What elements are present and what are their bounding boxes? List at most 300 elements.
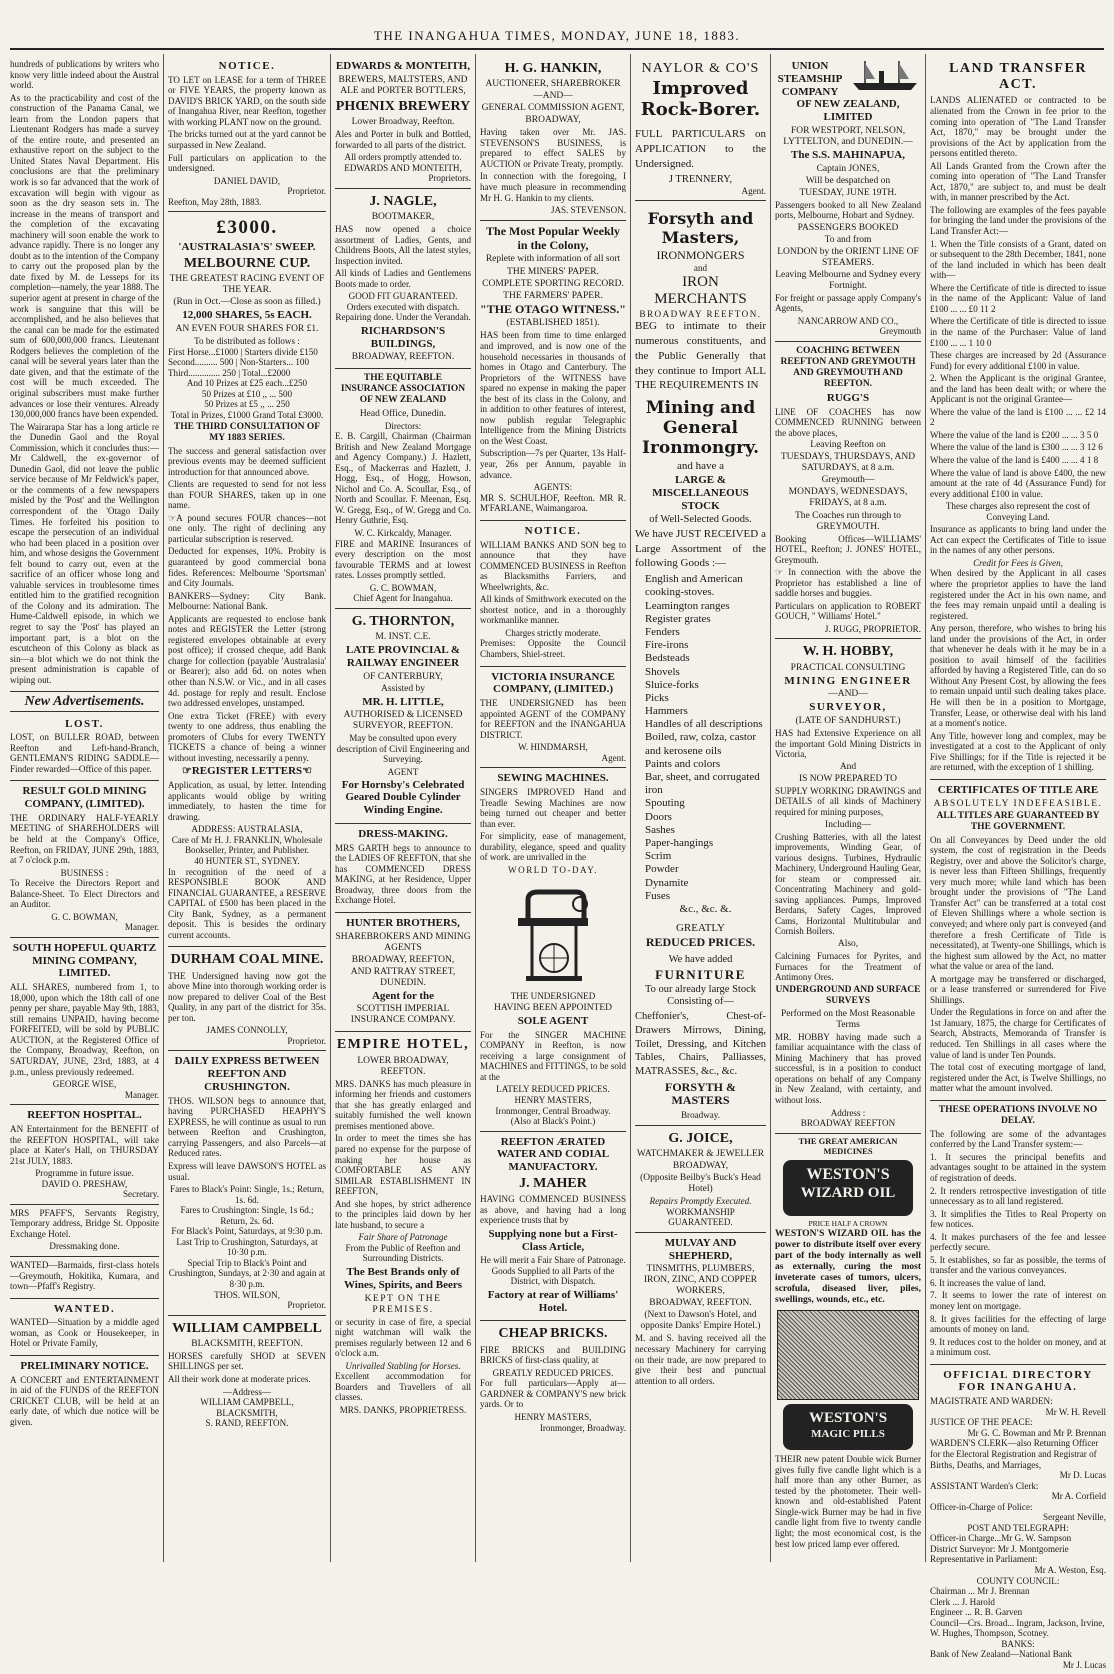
- ad-body: Particulars on application to ROBERT GOUCH, " Williams' Hotel.": [775, 600, 921, 622]
- ad-note: The Coaches run through to GREYMOUTH.: [794, 510, 902, 532]
- ad-signature: W. HINDMARSH,: [518, 742, 588, 753]
- ad-role: Ironmonger, Broadway.: [539, 1422, 626, 1433]
- ad-subtitle: KEPT ON THE PREMISES.: [364, 1293, 442, 1315]
- ad-body: ☞ In connection with the above the Proprietor has established a line of saddle horses and buggies.: [775, 567, 921, 599]
- ad-body: LINE OF COACHES has now COMMENCED RUNNING between the above places,: [775, 406, 921, 438]
- directory-line: Chairman ... Mr J. Brennan: [930, 1586, 1030, 1597]
- ops-line: 6. It increases the value of land.: [930, 1277, 1046, 1288]
- ad-edwards: [335, 56, 471, 189]
- ad-title: CERTIFICATES OF TITLE ARE: [937, 783, 1099, 796]
- ad-body: The success and general satisfaction over previous events may be deemed sufficient introduction for that announced above.: [168, 445, 326, 477]
- ad-signature: NANCARROW AND CO.,: [797, 315, 899, 326]
- ad-land-transfer: [930, 56, 1106, 780]
- ad-role: Agent.: [601, 752, 626, 763]
- directory-line: MAGISTRATE AND WARDEN:: [930, 1396, 1053, 1407]
- steamship-illustration: [849, 59, 921, 93]
- shares-sub: AN EVEN FOUR SHARES FOR £1.: [175, 324, 319, 335]
- ad-cheap-bricks: [480, 1321, 626, 1437]
- goods-item: Spouting: [645, 797, 685, 810]
- shares-title: 12,000 SHARES, 5s EACH.: [182, 309, 312, 322]
- ad-body: MRS. DANKS has much pleasure in informing her friends and customers that she has greatly enlarged and suitably furnished the well known premises mentioned above.: [335, 1078, 471, 1131]
- goods-item: Picks: [645, 691, 669, 704]
- ad-body: The bricks turned out at the yard cannot be surpassed in New Zealand.: [168, 129, 326, 151]
- ad-body: Premises: Opposite the Council Chambers, Shiel-street.: [480, 638, 626, 659]
- ad-title: NOTICE.: [218, 60, 276, 72]
- prize-line: 50 Prizes at £10 ,, ... 500: [201, 388, 293, 399]
- ad-body: All kinds of Ladies and Gentlemens Boots made to order.: [335, 268, 471, 289]
- ad-title: LAND TRANSFER ACT.: [949, 61, 1087, 93]
- ops-line: 3. It simplifies the Titles to Real Property on few notices.: [930, 1208, 1106, 1230]
- ad-subtitle: BLACKSMITH, REEFTON.: [191, 1338, 303, 1349]
- ad-note: Unrivalled Stabling for Horses.: [345, 1360, 461, 1371]
- directory-line: Clerk ... J. Harold: [930, 1596, 995, 1607]
- prize-line: 50 Prizes at £5 ,, ... 250: [204, 399, 290, 410]
- ad-role: Chief Agent for Inangahua.: [353, 593, 453, 604]
- ad-body: FULL PARTICULARS on APPLICATION to the Undersigned.: [635, 127, 766, 170]
- ad-note: (LATE OF SANDHURST.): [795, 716, 901, 727]
- ad-subtitle: For Hornsby's Celebrated Geared Double Cylinder Winding Engine.: [341, 778, 465, 817]
- ad-subtitle: and: [693, 263, 708, 274]
- ad-subtitle: MINING ENGINEER: [784, 674, 912, 687]
- witness-title: "THE OTAGO WITNESS.": [480, 301, 626, 316]
- wizard-illustration: [777, 1310, 919, 1400]
- ad-note: Performed on the Most Reasonable Terms: [780, 1008, 916, 1030]
- ad-body: HAS had Extensive Experience on all the important Gold Mining Districts in Victoria,: [775, 728, 921, 760]
- ad-note: Repairs Promptly Executed.: [649, 1196, 752, 1207]
- ad-result-mining: [10, 781, 159, 938]
- ad-subtitle: Improved Rock-Borer.: [640, 78, 761, 121]
- editorial-paragraph: The Wairarapa Star has a long article re the Dunedin Gaol and the Royal Commission, which it concludes thus:—Mr Caldwell, the ex-governor of Dunedin Gaol, did not leave the public service because of Mr Feldwick's paper, or the comments of a few newspapers misled by the 'Post' and the Wellington correspondent of the 'Otago Daily Times. He forfeited his position to escape the persecution of an individual who had been placed in a position over him, and whose designs the Government felt bound to carry out, even at the sacrifice of an officer whose long and valuable services in troublesome times entitled him to the gratified recognition of the Colony and its admiration. The Hume-Caldwell episode, in which we regret to say the 'Post' has played an important part, is a blot on the escutcheon of this Colony as black as sin—a blot which we do not think the present administration is capable of wiping out.: [10, 421, 159, 685]
- ad-hobby: [775, 639, 921, 1133]
- ad-signature: WILLIAM CAMPBELL,: [200, 1397, 294, 1408]
- ad-victoria: [480, 667, 626, 769]
- ad-note: Dressmaking done.: [49, 1241, 120, 1252]
- sewing-machine-illustration: [498, 878, 608, 988]
- ad-body: Having taken over Mr. JAS. STEVENSON'S BUSINESS, is prepared to effect SALES by AUCTION or Private Treaty, promptly.: [480, 127, 626, 169]
- ad-body: LOST, on BULLER ROAD, between Reefton and Left-hand-Branch, GENTLEMAN'S RIDING SADDLE—Finder rewarded—Office of this paper.: [10, 732, 159, 774]
- ad-note: All orders promptly attended to.: [344, 152, 462, 163]
- ad-joice: [635, 1126, 766, 1233]
- goods-item: Sluice-forks: [645, 678, 699, 691]
- directory-line: ASSISTANT Warden's Clerk:: [930, 1480, 1039, 1491]
- ad-subtitle: RUGG'S: [826, 392, 870, 405]
- masthead-rule: [10, 48, 1104, 50]
- ad-wanted-barmaids: [10, 1257, 159, 1299]
- ad-equitable: [335, 369, 471, 608]
- ad-signature: EDWARDS AND MONTEITH,: [344, 162, 462, 173]
- fare-line: Fares to Black's Point: Single, 1s.; Return, 1s. 6d.: [170, 1184, 324, 1205]
- ad-location: Broadway.: [680, 1110, 721, 1121]
- editorial: [10, 56, 159, 692]
- ad-body: SINGERS IMPROVED Hand and Treadle Sewing Machines are now being turned out cheaper and better than ever.: [480, 787, 626, 829]
- cup-title: MELBOURNE CUP.: [183, 256, 311, 272]
- ad-body: Any Title, however long and complex, may be investigated at a cost to the Applicant of only Five Shillings; for if the Title is rejected it be are returned, with the exception of 1 shilling.: [930, 730, 1106, 773]
- ad-title: LOST.: [65, 717, 104, 730]
- ad-note: HAVING BEEN APPOINTED: [493, 1002, 613, 1013]
- ad-subtitle: Credit for Fees is Given,: [973, 557, 1063, 568]
- ad-note: And: [839, 761, 857, 772]
- ad-note: (Next to Dawson's Hotel, and opposite Danks' Empire Hotel.): [640, 1310, 761, 1332]
- fare-line: Fares to Crushington: Single, 1s 6d.; Return, 2s. 6d.: [180, 1205, 314, 1226]
- ad-brickyard: [168, 56, 326, 212]
- ad-subtitle: Factory at rear of Williams' Hotel.: [487, 1288, 619, 1314]
- ad-subtitle: TINSMITHS, PLUMBERS, IRON, ZINC, AND COPPER WORKERS,: [643, 1264, 758, 1297]
- address-title: ADDRESS: AUSTRALASIA,: [191, 824, 303, 835]
- ops-line: 1. It secures the principal benefits and advantages sought to be attained in the system of registration of deeds.: [930, 1151, 1106, 1183]
- ad-note: He will merit a Fair Share of Patronage.: [480, 1255, 626, 1266]
- directory-line: Mr D. Lucas: [1059, 1470, 1106, 1481]
- ad-body: Full particulars on application to the undersigned.: [168, 152, 326, 174]
- ad-body: In connection with the foregoing, I have much pleasure in recommending Mr H. G. Hankin to my clients.: [480, 171, 626, 203]
- ad-subtitle: The Best Brands only of Wines, Spirits, and Beers: [343, 1266, 463, 1291]
- ad-note: AGENT: [387, 767, 419, 778]
- ad-hospital: [10, 1105, 159, 1205]
- ad-subtitle: FURNITURE: [655, 966, 746, 982]
- directory-line: JUSTICE OF THE PEACE:: [930, 1417, 1033, 1428]
- ad-note: THE UNDERSIGNED: [510, 991, 596, 1002]
- goods-item: &c., &c. &.: [679, 902, 732, 915]
- ad-body: All kinds of Smithwork executed on the shortest notice, and in a thoroughly workmanlike manner.: [480, 594, 626, 626]
- ad-body: One extra Ticket (FREE) with every twenty to one address, thus enabling the promoters of Clubs for every TWENTY TICKETS a chance of being a winner without investing, necessarily a penny.: [168, 710, 326, 763]
- new-advertisements-heading: New Advertisements.: [10, 694, 159, 711]
- ad-operations: [930, 1101, 1106, 1365]
- ad-body: To our already large Stock Consisting of—: [644, 983, 757, 1008]
- ad-body: WANTED—Barmaids, first-class hotels—Greymouth, Hokitika, Kumara, and town—Pfaff's Registry.: [10, 1259, 159, 1292]
- ad-body: Booking Offices—WILLIAMS' HOTEL, Reefton; J. JONES' HOTEL, Greymouth.: [775, 533, 921, 565]
- sweep-amount: £3000.: [216, 217, 278, 239]
- fee-line: Where the value of the land is £100 ... ... £2 14 2: [930, 406, 1106, 428]
- column-6: [771, 54, 926, 1562]
- ad-body: THOS. WILSON begs to announce that, having PURCHASED HEAPHY'S EXPRESS, he will continue as usual to run between Reefton and Crushington, carrying Passengers, and also Parcels—at Reduced rates.: [168, 1095, 326, 1159]
- ad-body: FIRE and MARINE Insurances of every description on the most favourable TERMS and at lowest rates. Losses promptly settled.: [335, 538, 471, 581]
- ad-body: AN Entertainment for the BENEFIT of the REEFTON HOSPITAL, will take place at Kater's Hall, on THURSDAY 21st JULY, 1883.: [10, 1123, 159, 1166]
- fee-line: These charges also represent the cost of Conveying Land.: [945, 501, 1091, 522]
- ad-subtitle: PASSENGERS BOOKED: [797, 222, 899, 233]
- ad-note: W. C. Kirkcaldy, Manager.: [354, 527, 452, 538]
- editorial-paragraph: As to the practicability and cost of the construction of the Panama Canal, we learn from the London papers that Lieutenant Rodgers has made a survey of the entire route, and presented an exhaustive report on the subject to the United States Naval Department. His conclusions are that the preliminary work is so far advanced that the work of excavation will begin with vigour as soon as the dry season sets in. The increase in the means of transport and the completion of the excavating machinery will soon enable the work to advance rapidly. There is no longer any doubt as to the intention of the Company to carry out the proposed plan by the date fixed by M. de Lesseps for its completion—namely, the year 1888. The superior agent at present in charge of the work is sanguine that this will be accomplished, and he also believes that the canal can be made for the estimated sum of 600,000,000 francs. Lieutenant Rodgers believes the completion of the canal will be several years later than the date given, and that the estimate of the cost will be much exceeded. The original subscribers must make further advances or lose their ventures. Already 130,000,000 francs have been expended.: [10, 92, 159, 420]
- fee-line: These charges are increased by 2d (Assurance Fund) for every additional £100 in value.: [930, 350, 1106, 371]
- ad-signature: HENRY MASTERS,: [514, 1095, 592, 1106]
- ad-subtitle: PRACTICAL CONSULTING: [790, 662, 906, 673]
- ad-express: [168, 1051, 326, 1315]
- ad-body: MR. HOBBY having made such a familiar acquaintance with the class of Mining Machinery that has proved successful, is in a position to conduct operations on behalf of any Company in New Zealand, with certainty, and without loss.: [775, 1031, 921, 1106]
- ad-body: THE Undersigned having now got the above Mine into thorough working order is now prepared to deliver Coal of the Best Quality, in any part of the district for 35s. per ton.: [168, 970, 326, 1023]
- cup-run: (Run in Oct.—Close as soon as filled.): [173, 297, 321, 308]
- ad-subtitle: ABSOLUTELY INDEFEASIBLE.: [933, 798, 1103, 809]
- directory-line: Council—Crs. Broad... Ingram, Jackson, Irvine, W. Hughes, Thompson, Scotney.: [930, 1617, 1105, 1639]
- goods-item: Handles of all descriptions: [645, 718, 763, 731]
- ad-subtitle: THE FARMERS' PAPER.: [503, 290, 603, 301]
- ad-body: WILLIAM BANKS AND SON beg to announce that they have COMMENCED BUSINESS in Reefton as Blacksmiths Farriers, and Wheelwrights, &c.: [480, 539, 626, 592]
- ad-subtitle: UNDERGROUND AND SURFACE SURVEYS: [775, 984, 921, 1006]
- ad-body: Orders executed with dispatch. Repairing done. Under the Verandah.: [335, 301, 471, 323]
- ad-body: A CONCERT and ENTERTAINMENT in aid of the FUNDS of the REEFTON CRICKET CLUB, will be held at an early date, of which due notice will be given.: [10, 1374, 159, 1427]
- ad-title: THESE OPERATIONS INVOLVE NO DELAY.: [938, 1104, 1098, 1126]
- ad-body: We have JUST RECEIVED a Large Assortment of the following Goods :—: [635, 527, 766, 570]
- ad-title: THE EQUITABLE INSURANCE ASSOCIATION OF NEW ZEALAND: [340, 373, 466, 406]
- column-2: [164, 54, 331, 1562]
- ad-note: IS NOW PREPARED TO: [798, 773, 898, 784]
- ad-title: W. H. HOBBY,: [802, 644, 894, 660]
- ad-title: OFFICIAL DIRECTORY FOR INANGAHUA.: [943, 1368, 1093, 1394]
- ad-subtitle: —AND—: [828, 689, 868, 700]
- ad-subtitle: Agent for the: [371, 989, 435, 1002]
- ad-title: MULVAY AND SHEPHERD,: [664, 1236, 737, 1262]
- ad-title: SEWING MACHINES.: [497, 772, 609, 785]
- ad-location: BROADWAY,: [672, 1161, 729, 1172]
- ad-subtitle: IRON MERCHANTS: [654, 273, 747, 308]
- ad-naylor: [635, 56, 766, 201]
- ad-union-steamship: [775, 56, 921, 342]
- ad-body: Under the Regulations in force on and after the 1st January, 1875, the charge for Certificates of Search, Abstracts, Memoranda of Transfer is reduced. Ten Shillings in all cases where the value of land is under Ten Pounds.: [930, 1007, 1106, 1060]
- address: Care of Mr H. J. FRANKLIN, Wholesale Bookseller, Printer, and Publisher.: [171, 834, 323, 856]
- ad-sewing: [480, 768, 626, 1131]
- ad-note: WORKMANSHIP GUARANTEED.: [666, 1206, 735, 1228]
- directory-line: Mr A. Corfield: [1051, 1491, 1106, 1502]
- ad-title: WANTED.: [53, 1302, 116, 1315]
- ad-body: The following are examples of the fees payable for bringing the land under the provisions of the Land Transfer Act:—: [930, 204, 1106, 237]
- goods-item: Hammers: [645, 705, 688, 718]
- goods-item: English and American cooking-stoves.: [645, 573, 743, 599]
- ad-signature: J TRENNERY,: [668, 173, 733, 185]
- ad-signature: DAVID O. PRESHAW,: [41, 1178, 128, 1189]
- ad-location: Lower Broadway, Reefton.: [351, 117, 455, 128]
- ad-signature: GEORGE WISE,: [52, 1079, 117, 1090]
- ad-weston: [775, 1134, 921, 1555]
- address-street: 40 HUNTER ST., SYDNEY.: [194, 855, 300, 866]
- ad-title: HUNTER BROTHERS,: [346, 916, 460, 929]
- ad-body: Insurance as applicants to bring land under the Act can expect the Certificates of Title to issue in the names of any other persons.: [930, 524, 1106, 556]
- ad-role: BLACKSMITH,: [216, 1407, 278, 1418]
- ad-note: Leaving Reefton on: [810, 440, 886, 451]
- ad-signature: MRS. DANKS, PROPRIETRESS.: [339, 1404, 467, 1415]
- ad-empire-hotel: [335, 1032, 471, 1419]
- ad-title: SOUTH HOPEFUL QUARTZ MINING COMPANY, LIMITED.: [12, 941, 157, 980]
- fee-line: Where the Certificate of title is directed to issue in the name of the Purchaser: Value of land £100 ... ... 1 10 0: [930, 316, 1106, 348]
- ad-signature: G. C. BOWMAN,: [369, 582, 437, 593]
- ad-body: Any person, therefore, who wishes to bring his land under the provisions of the Act, in order that whenever he deals with it he may be in a position to avail himself of the facilities afforded by having a Registered Title, can do so Without Any Present Cost, by allowing the fees to remain unpaid until such dealing takes place. He will then be in a position to Mortgage, Transfer, Lease, or otherwise deal with his land at a moment's notice.: [930, 623, 1106, 729]
- ad-otago-witness: [480, 221, 626, 521]
- ad-nagle: [335, 189, 471, 370]
- ad-lost: [10, 714, 159, 782]
- ad-subtitle: Head Office, Dunedin.: [359, 408, 447, 419]
- column-4: [476, 54, 631, 1562]
- richardson-title: RICHARDSON'S BUILDINGS,: [360, 324, 446, 350]
- cup-sub: THE GREATEST RACING EVENT OF THE YEAR.: [169, 274, 325, 296]
- ad-body: Applicants are requested to enclose bank notes and REGISTER the Letter (strong registered envelopes obtainable at every post office); if crossed cheque, add Bank charge for collection (payable 'Australasia' or Bearer); also add 6d. on notes when other than N.S.W. or Vic., and in all cases 4d. postage for reply and result. Enclose two addressed envelopes, unstamped.: [168, 613, 326, 709]
- wizard-oil-logo: [783, 1160, 913, 1216]
- goods-item: Register grates: [645, 612, 711, 625]
- ad-body: Clients are requested to send for not less than FOUR SHARES, taken up in one name.: [168, 479, 326, 511]
- directory-line: BANKS:: [1001, 1638, 1035, 1649]
- ad-hunter: [335, 913, 471, 1033]
- ad-role: Agent.: [741, 185, 766, 196]
- ad-note: Leaving Melbourne and Sydney every Fortnight.: [775, 269, 921, 291]
- ad-title: The Most Popular Weekly in the Colony,: [486, 223, 620, 252]
- directory-line: Mr J. Lucas: [1062, 1659, 1106, 1670]
- ad-title: PRELIMINARY NOTICE.: [20, 1360, 149, 1373]
- goods-item: Shovels: [645, 665, 680, 678]
- ad-body: Passengers booked to all New Zealand ports, Melbourne, Hobart and Sydney.: [775, 199, 921, 221]
- ad-role: Proprietor.: [287, 1300, 326, 1311]
- ad-title: EDWARDS & MONTEITH,: [335, 60, 471, 72]
- ad-note: of Well-Selected Goods.: [649, 514, 752, 526]
- directory-line: Bank of New Zealand—National Bank: [930, 1649, 1072, 1660]
- ad-body: For the SINGER MACHINE COMPANY in Reefton, is now receiving a large consignment of MACHINES and FITTINGS, to be sold at the: [480, 1029, 626, 1082]
- ad-subtitle: BREWERS, MALTSTERS, AND ALE and PORTER BOTTLERS,: [338, 74, 468, 96]
- ad-signature: THOS. WILSON,: [214, 1289, 280, 1300]
- ad-role: Ironmonger, Central Broadway.: [495, 1105, 611, 1116]
- ad-subtitle: SHAREBROKERS AND MINING AGENTS: [335, 931, 471, 953]
- ad-body: Calcining Furnaces for Pyrites, and Furnaces for the Treatment of Antimony Ores.: [775, 951, 921, 983]
- ad-body: WANTED—Situation by a middle aged woman, as Cook or Housekeeper, in Hotel or Private Family,: [10, 1317, 159, 1349]
- ad-body: On all Conveyances by Deed under the old system, the cost of registration in the Deeds Registry, over and above the Solicitor's charge, is never less than Fifteen Shillings, frequently very much more; while land which has been brought under the provisions of "The Land Transfer Act" can be transferred at a total cost of Eleven Shillings where a whole section is conveyed; and where only part is conveyed (and therefore a fresh Certificate of Title is necessitated), at Twenty-one Shillings, which is the highest sum allowed by the Act, no matter what the value or area of the land.: [930, 834, 1107, 972]
- logo-text: WIZARD OIL: [800, 1184, 896, 1201]
- ad-body: Subscription—7s per Quarter, 13s Half-year, 26s per Annum, payable in advance.: [480, 448, 626, 480]
- ad-subtitle: (ESTABLISHED 1851).: [506, 318, 600, 329]
- ad-location: BROADWAY,: [525, 115, 581, 126]
- ad-subtitle: The S.S. MAHINAPUA,: [791, 148, 905, 161]
- ops-line: 8. It gives facilities for the effecting of large amounts of money on land.: [930, 1313, 1106, 1335]
- ad-note: TUESDAYS, THURSDAYS, AND SATURDAYS, at 8 a.m.: [780, 452, 916, 474]
- ad-title: REEFTON HOSPITAL.: [27, 1109, 142, 1122]
- ad-body: Crushing Batteries, with all the latest improvements, Winding Gear, of various designs. Turbines, Hydraulic Machinery, Underground Hauling Gear, for steam or compressed air. Concentrating Machinery and gold-saving appliances. Pumps, Improved Berdans, Safety Cages, Improved Cams, Horizontal Multitubular and Cornish Boilers.: [775, 831, 921, 937]
- ad-subtitle: LATE PROVINCIAL & RAILWAY ENGINEER: [345, 644, 461, 669]
- ad-subtitle: MR. H. LITTLE,: [362, 695, 444, 708]
- ad-note: Fair Share of Patronage: [358, 1232, 448, 1243]
- ad-body: From the Public of Reefton and Surrounding Districts.: [345, 1242, 461, 1264]
- ad-title: G. JOICE,: [668, 1130, 733, 1146]
- ad-body: HAS been from time to time enlarged and improved, and is now one of the household necessaries in thousands of homes in Otago and Canterbury. The Proprietors of the WITNESS have spared no expense in making the paper the best of its class in the Colony, and in addition to other features of interest, now publish regular Telegraphic Intelligence from the Mining Districts on the West Coast.: [480, 330, 626, 446]
- ad-body: HAS now opened a choice assortment of Ladies, Gents, and Childrens Boots, All the latest styles, Inspection invited.: [335, 224, 471, 266]
- prizes-intro: To be distributed as follows :: [194, 336, 300, 347]
- ad-signature: JAMES CONNOLLY,: [206, 1025, 288, 1036]
- goods-item: Boiled, raw, colza, castor and kerosene oils: [645, 731, 757, 757]
- ad-signature: FORSYTH & MASTERS: [664, 1079, 736, 1108]
- ad-subtitle: SURVEYOR,: [809, 701, 887, 714]
- ad-note: Charges strictly moderate.: [505, 627, 601, 638]
- logo-text: WESTON'S: [806, 1166, 890, 1184]
- ad-body: TO LET on LEASE for a term of THREE or FIVE YEARS, the property known as DAVID'S BRICK YARD, on the south side of Inangahua River, near Reefton, together with working PLANT now on the ground.: [168, 74, 326, 127]
- ad-subtitle: —AND—: [533, 91, 573, 102]
- ad-dressmaking: [335, 824, 471, 913]
- ad-body: THE ORDINARY HALF-YEARLY MEETING of SHAREHOLDERS will be held at the Company's Office, Reefton, on FRIDAY, JUNE 29th, 1883, at 7 o'clock p.m.: [10, 812, 159, 866]
- ad-body: MR S. SCHULHOF, Reefton. MR R. M'FARLANE, Waimangaroa.: [480, 492, 626, 514]
- ad-title: WILLIAM CAMPBELL: [172, 1320, 322, 1336]
- ad-body: For simplicity, ease of management, durability, elegance, speed and quality of work. are unrivalled in the: [480, 831, 626, 863]
- ad-subtitle: LARGE & MISCELLANEOUS STOCK: [652, 474, 749, 512]
- editorial-paragraph: hundreds of publications by writers who know very little indeed about the Austral world.: [10, 59, 159, 91]
- ad-rugg-coaching: [775, 342, 921, 640]
- ad-subtitle: GENERAL COMMISSION AGENT,: [481, 103, 625, 114]
- ad-role: Proprietors.: [428, 173, 471, 184]
- directory-line: COUNTY COUNCIL:: [976, 1575, 1060, 1586]
- ad-body: All Lands Granted from the Crown after the coming into operation of "The Land Transfer Act, 1870," are subject to, and must be dealt with, in manner prescribed by the Act.: [930, 160, 1106, 203]
- ad-subtitle: SOLE AGENT: [517, 1015, 589, 1027]
- ad-subtitle: J. MAHER: [519, 1175, 587, 1191]
- ad-title: Forsyth and Masters,: [647, 209, 754, 247]
- ad-subtitle: THE MINERS' PAPER.: [507, 266, 599, 277]
- ad-body: When desired by the Applicant in all cases where the proprietor applies to have the land registered under the Act in his own name, and the fees may remain unpaid until a dealing is registered.: [930, 568, 1106, 621]
- ad-body: In order to meet the times she has pared no expense for the purpose of making her house as COMFORTABLE AS ANY SIMILAR ESTABLISHMENT IN REEFTON,: [335, 1133, 471, 1197]
- ad-note: TUESDAY, JUNE 19TH.: [799, 187, 897, 198]
- ad-mulvay: [635, 1233, 766, 1392]
- ad-body: To Receive the Directors Report and Balance-Sheet. To Elect Directors and an Auditor.: [10, 878, 159, 910]
- prize-line: And 10 Prizes at £25 each...£250: [186, 378, 308, 389]
- ad-title: CHEAP BRICKS.: [498, 1326, 608, 1342]
- ad-campbell: [168, 1316, 326, 1433]
- prize-line: Third.............. 250 | Total...£2000: [168, 367, 291, 378]
- prize-line: First Horse...£1000 | Starters divide £150: [168, 346, 318, 357]
- directory-line: Officer-in Charge...Mr G. W. Sampson: [930, 1533, 1072, 1544]
- ad-body: THEIR new patent Double wick Burner gives fully five candle light which is a half more than any other Burner, as tested by the photometer. Their well-known and old-established Patent Single-wick Burner may be had in five candle light from five to twenty candle light; the most economical cost, is the best low priced lamp ever offered.: [775, 1454, 921, 1549]
- ad-note: Address :: [830, 1107, 866, 1118]
- ad-body: For full particulars—Apply at—GARDNER & COMPANY'S new brick yards. Or to: [480, 1378, 626, 1410]
- ad-body: Cheffonier's, Chest-of-Drawers Mirrows, Dining, Toilet, Dressing, and Kitchen Tables, Chairs, Palliasses, MATRASSES, &c., &c.: [635, 1011, 766, 1077]
- directory-line: Mr A. Weston, Esq.: [1034, 1564, 1106, 1575]
- ad-location: BROADWAY REEFTON.: [639, 308, 762, 319]
- ad-title: J. NAGLE,: [369, 193, 437, 209]
- ad-subtitle: SCOTTISH IMPERIAL INSURANCE COMPANY.: [350, 1004, 456, 1026]
- ad-subtitle: Supplying none but a First-Class Article,: [488, 1227, 618, 1253]
- ad-note: MONDAYS, WEDNESDAYS, FRIDAYS, at 8 a.m.: [788, 487, 908, 509]
- ad-subtitle: Assisted by: [380, 683, 426, 694]
- column-7: [926, 54, 1110, 1670]
- columns: [6, 54, 1110, 1670]
- ad-note: GREATLY REDUCED PRICES.: [492, 1367, 614, 1378]
- ad-body: A mortgage may be transferred or discharged, or a lease transferred or surrendered for Five Shillings.: [930, 973, 1106, 1005]
- ad-signature: DANIEL DAVID,: [213, 175, 281, 186]
- goods-item: Bedsteads: [645, 652, 690, 665]
- ad-note: Directors:: [384, 420, 422, 431]
- ad-location: BROADWAY, REEFTON.: [649, 1298, 752, 1309]
- goods-item: Paints and colors: [645, 757, 721, 770]
- ad-body: BANKERS—Sydney: City Bank. Melbourne: National Bank.: [168, 590, 326, 612]
- ad-body: FIRE BRICKS and BUILDING BRICKS of first-class quality, at: [480, 1344, 626, 1366]
- ad-body: or security in case of fire, a special night watchman will walk the premises regularly between 12 and 6 o'clock a.m.: [335, 1316, 471, 1359]
- third-consultation: THE THIRD CONSULTATION OF MY 1883 SERIES.: [173, 421, 321, 443]
- ad-title: NOTICE.: [524, 524, 582, 537]
- ad-aerated: [480, 1132, 626, 1322]
- ad-location: BROADWAY, REEFTON.: [351, 352, 455, 363]
- ad-title: G. THORNTON,: [351, 613, 455, 629]
- ad-body: The total cost of executing mortgage of land, registered under the Act, is Twelve Shillings, no matter what the amount involved.: [930, 1062, 1106, 1094]
- ad-note: LONDON by the ORIENT LINE OF STEAMERS.: [777, 246, 919, 268]
- ad-body: LANDS ALIENATED or contracted to be alienated from the Crown in fee prior to the coming into operation of "The Land Transfer Act, 1870," may be brought under the provisions of the Act by application from the persons entitled thereto.: [930, 95, 1106, 159]
- goods-item: Dynamite: [645, 876, 689, 889]
- ad-note: —Address—: [223, 1386, 271, 1397]
- fee-line: Where the value of the land is £400 ... ... 4 1 8: [930, 454, 1099, 465]
- ad-title: H. G. HANKIN,: [504, 61, 602, 76]
- goods-item: Sashes: [645, 823, 675, 836]
- ad-body: M. and S. having received all the necessary Machinery for carrying on their trade, are now prepared to give their best and punctual attention to all orders.: [635, 1333, 766, 1386]
- ad-signature: JAS. STEVENSON.: [550, 205, 626, 216]
- ad-title: VICTORIA INSURANCE COMPANY, (LIMITED.): [491, 670, 615, 696]
- logo-text: WESTON'S: [808, 1410, 888, 1427]
- register-letters: ☞REGISTER LETTERS☜: [181, 765, 313, 778]
- goods-item: Bar, sheet, and corrugated iron: [645, 771, 760, 797]
- ad-durham: [168, 947, 326, 1051]
- directory-line: POST AND TELEGRAPH:: [967, 1522, 1069, 1533]
- ad-note: PRICE HALF A CROWN: [808, 1219, 888, 1229]
- ad-wanted-situation: [10, 1299, 159, 1356]
- ad-subtitle: AUTHORISED & LICENSED SURVEYOR, REEFTON.: [343, 710, 463, 732]
- directory-line: WARDEN'S CLERK—also Returning Officer for the Electoral Registration and Registrar of Births, Deaths, and Marriages,: [930, 1438, 1099, 1470]
- ad-location: BROADWAY REEFTON: [800, 1118, 896, 1129]
- fee-line: Where the value of the land is £200 ... ... 3 5 0: [930, 429, 1099, 440]
- ad-title: NAYLOR & CO'S: [641, 61, 760, 76]
- ad-note: Greymouth—: [821, 475, 875, 486]
